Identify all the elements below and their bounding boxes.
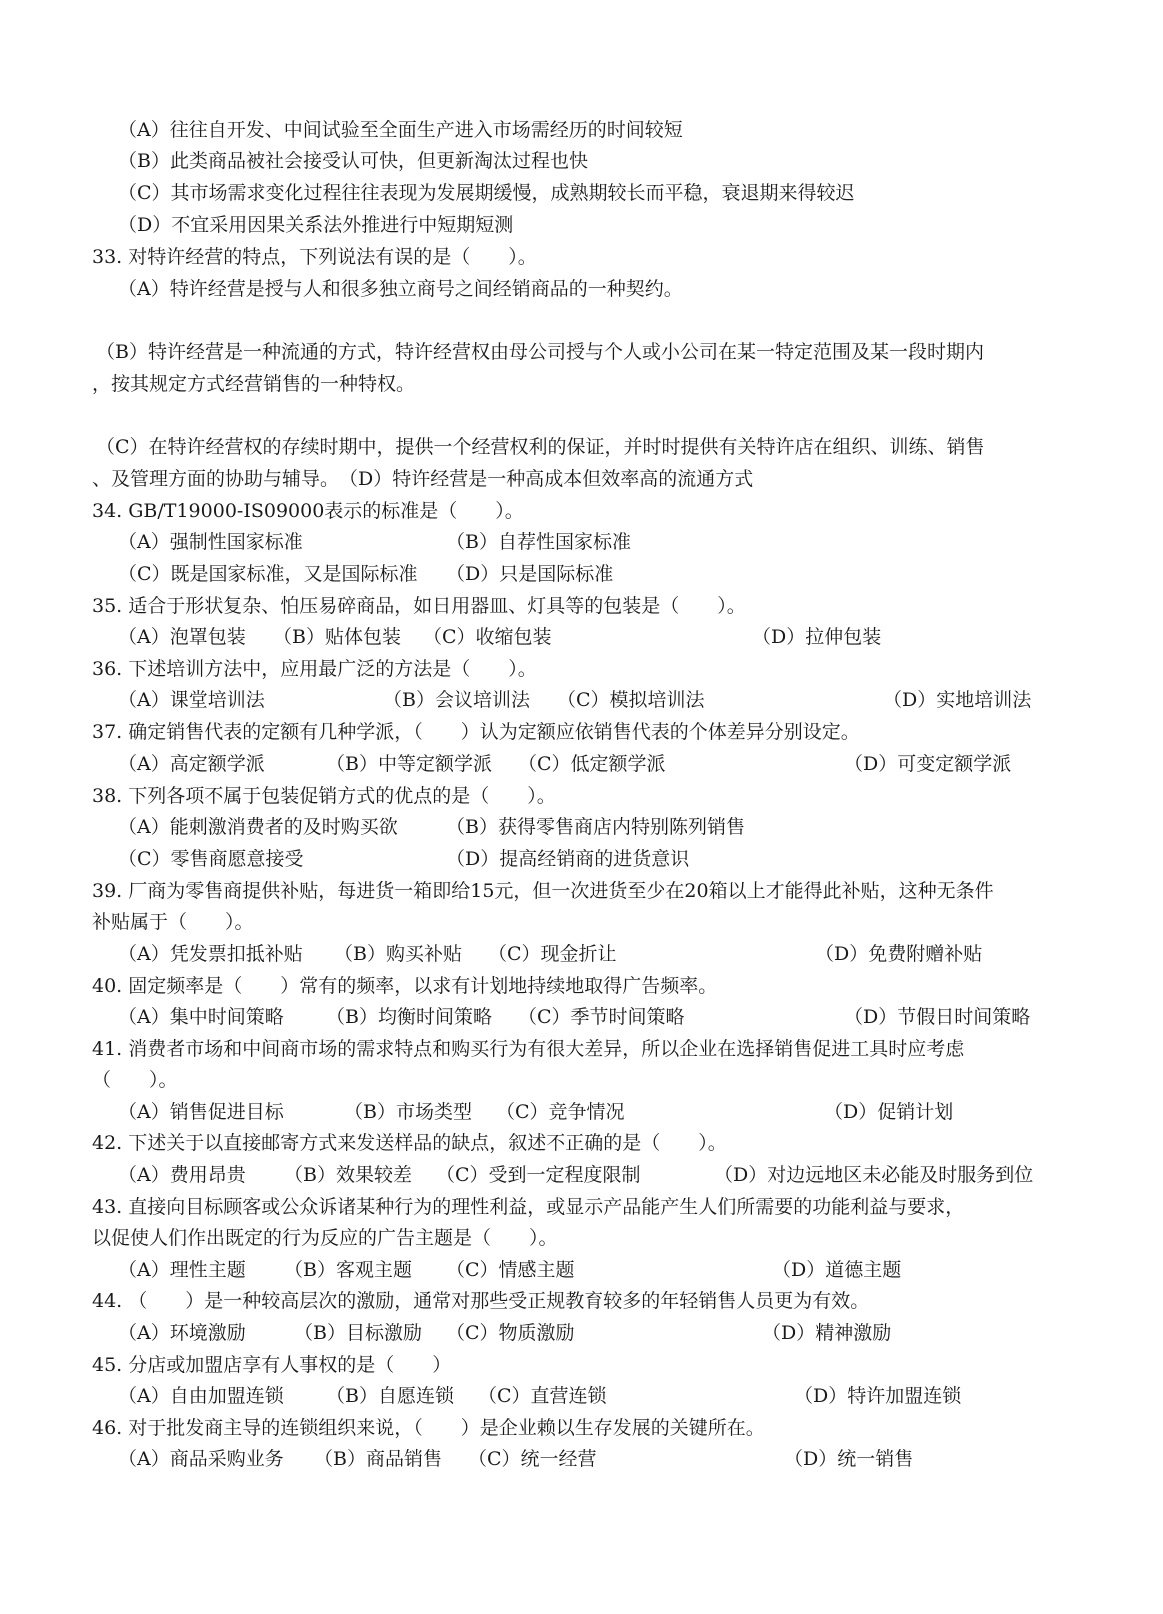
question-text: （ ）。 — [92, 1069, 178, 1091]
option-c: （C）既是国家标准，又是国际标准 — [118, 563, 418, 585]
option-text: （C）在特许经营权的存续时期中，提供一个经营权利的保证，并时时提供有关特许店在组织、训练、销售 — [96, 436, 985, 458]
option-a: （A）销售促进目标 — [118, 1101, 284, 1123]
option-c: （C）受到一定程度限制 — [436, 1164, 641, 1186]
option-text: （A）往往自开发、中间试验至全面生产进入市场需经历的时间较短 — [118, 119, 683, 141]
option-b: （B）客观主题 — [284, 1259, 412, 1281]
option-c: （C）现金折让 — [488, 943, 617, 965]
option-c: （C）低定额学派 — [518, 753, 666, 775]
option-text: （B）此类商品被社会接受认可快，但更新淘汰过程也快 — [118, 150, 588, 172]
question-text: 46. 对于批发商主导的连锁组织来说，（ ）是企业赖以生存发展的关键所在。 — [92, 1417, 765, 1439]
option-a: （A）强制性国家标准 — [118, 531, 303, 553]
option-b: （B）均衡时间策略 — [326, 1006, 492, 1028]
option-text: （B）特许经营是一种流通的方式，特许经营权由母公司授与个人或小公司在某一特定范围及某一段时期内 — [96, 341, 984, 363]
option-c: （C）模拟培训法 — [557, 689, 705, 711]
question-text: 34. GB/T19000-IS09000表示的标准是（ ）。 — [92, 500, 524, 522]
option-d: （D）统一销售 — [784, 1448, 914, 1470]
option-b: （B）商品销售 — [314, 1448, 442, 1470]
option-d: （D）促销计划 — [824, 1101, 954, 1123]
option-a: （A）理性主题 — [118, 1259, 246, 1281]
option-b: （B）会议培训法 — [383, 689, 530, 711]
option-b: （B）中等定额学派 — [326, 753, 492, 775]
option-text: ，按其规定方式经营销售的一种特权。 — [92, 373, 416, 395]
question-text: 43. 直接向目标顾客或公众诉诸某种行为的理性利益，或显示产品能产生人们所需要的功能利益与要求， — [92, 1196, 965, 1218]
option-a: （A）泡罩包装 — [118, 626, 246, 648]
option-c: （C）季节时间策略 — [518, 1006, 685, 1028]
option-b: （B）获得零售商店内特别陈列销售 — [446, 816, 745, 838]
option-d: （D）对边远地区未必能及时服务到位 — [714, 1164, 1034, 1186]
option-c: （C）直营连锁 — [478, 1385, 607, 1407]
option-a: （A）环境激励 — [118, 1322, 246, 1344]
option-a: （A）商品采购业务 — [118, 1448, 284, 1470]
option-a: （A）自由加盟连锁 — [118, 1385, 284, 1407]
option-d: （D）只是国际标准 — [446, 563, 614, 585]
option-b: （B）贴体包装 — [273, 626, 401, 648]
option-d: （D）节假日时间策略 — [844, 1006, 1031, 1028]
option-a: （A）课堂培训法 — [118, 689, 265, 711]
question-text: 42. 下述关于以直接邮寄方式来发送样品的缺点，叙述不正确的是（ ）。 — [92, 1132, 727, 1154]
question-text: 40. 固定频率是（ ）常有的频率，以求有计划地持续地取得广告频率。 — [92, 975, 718, 997]
option-a: （A）集中时间策略 — [118, 1006, 284, 1028]
option-b: （B）目标激励 — [294, 1322, 422, 1344]
option-d: （D）拉伸包装 — [752, 626, 882, 648]
question-text: 41. 消费者市场和中间商市场的需求特点和购买行为有很大差异，所以企业在选择销售促进工具时应考虑 — [92, 1038, 965, 1060]
option-a: （A）能刺激消费者的及时购买欲 — [118, 816, 398, 838]
option-c: （C）零售商愿意接受 — [118, 848, 304, 870]
option-b: （B）效果较差 — [284, 1164, 412, 1186]
question-text: 36. 下述培训方法中，应用最广泛的方法是（ ）。 — [92, 658, 537, 680]
question-text: 39. 厂商为零售商提供补贴，每进货一箱即给15元，但一次进货至少在20箱以上才能得此补贴，这种无条件 — [92, 880, 994, 902]
option-d: （D）免费附赠补贴 — [815, 943, 983, 965]
option-c: （C）收缩包装 — [423, 626, 552, 648]
option-c: （C）竞争情况 — [496, 1101, 625, 1123]
option-d: （D）道德主题 — [772, 1259, 902, 1281]
option-b: （B）自荐性国家标准 — [446, 531, 631, 553]
option-a: （A）高定额学派 — [118, 753, 265, 775]
question-text: 38. 下列各项不属于包装促销方式的优点的是（ ）。 — [92, 785, 556, 807]
question-text: 37. 确定销售代表的定额有几种学派，（ ）认为定额应依销售代表的个体差异分别设定。 — [92, 721, 860, 743]
option-d: （D）提高经销商的进货意识 — [446, 848, 690, 870]
question-text: 补贴属于（ ）。 — [92, 911, 254, 933]
option-a: （A）费用昂贵 — [118, 1164, 246, 1186]
option-b: （B）市场类型 — [344, 1101, 472, 1123]
option-text: （A）特许经营是授与人和很多独立商号之间经销商品的一种契约。 — [118, 278, 683, 300]
question-text: 44. （ ）是一种较高层次的激励，通常对那些受正规教育较多的年轻销售人员更为有效。 — [92, 1290, 870, 1312]
option-b: （B）购买补贴 — [334, 943, 462, 965]
option-d: （D）精神激励 — [762, 1322, 892, 1344]
question-text: 以促使人们作出既定的行为反应的广告主题是（ ）。 — [92, 1227, 558, 1249]
option-b: （B）自愿连锁 — [326, 1385, 454, 1407]
option-a: （A）凭发票扣抵补贴 — [118, 943, 303, 965]
option-text: （C）其市场需求变化过程往往表现为发展期缓慢，成熟期较长而平稳，衰退期来得较迟 — [118, 182, 855, 204]
option-c: （C）统一经营 — [468, 1448, 597, 1470]
option-d: （D）实地培训法 — [883, 689, 1032, 711]
option-d: （D）特许加盟连锁 — [794, 1385, 962, 1407]
option-text: 、及管理方面的协助与辅导。 （D）特许经营是一种高成本但效率高的流通方式 — [92, 468, 754, 490]
option-text: （D）不宜采用因果关系法外推进行中短期短测 — [118, 214, 514, 236]
option-c: （C）情感主题 — [446, 1259, 575, 1281]
option-c: （C）物质激励 — [446, 1322, 575, 1344]
question-text: 33. 对特许经营的特点，下列说法有误的是（ ）。 — [92, 246, 537, 268]
option-d: （D）可变定额学派 — [844, 753, 1012, 775]
question-text: 35. 适合于形状复杂、怕压易碎商品，如日用器皿、灯具等的包装是（ ）。 — [92, 595, 746, 617]
question-text: 45. 分店或加盟店享有人事权的是（ ） — [92, 1354, 452, 1376]
